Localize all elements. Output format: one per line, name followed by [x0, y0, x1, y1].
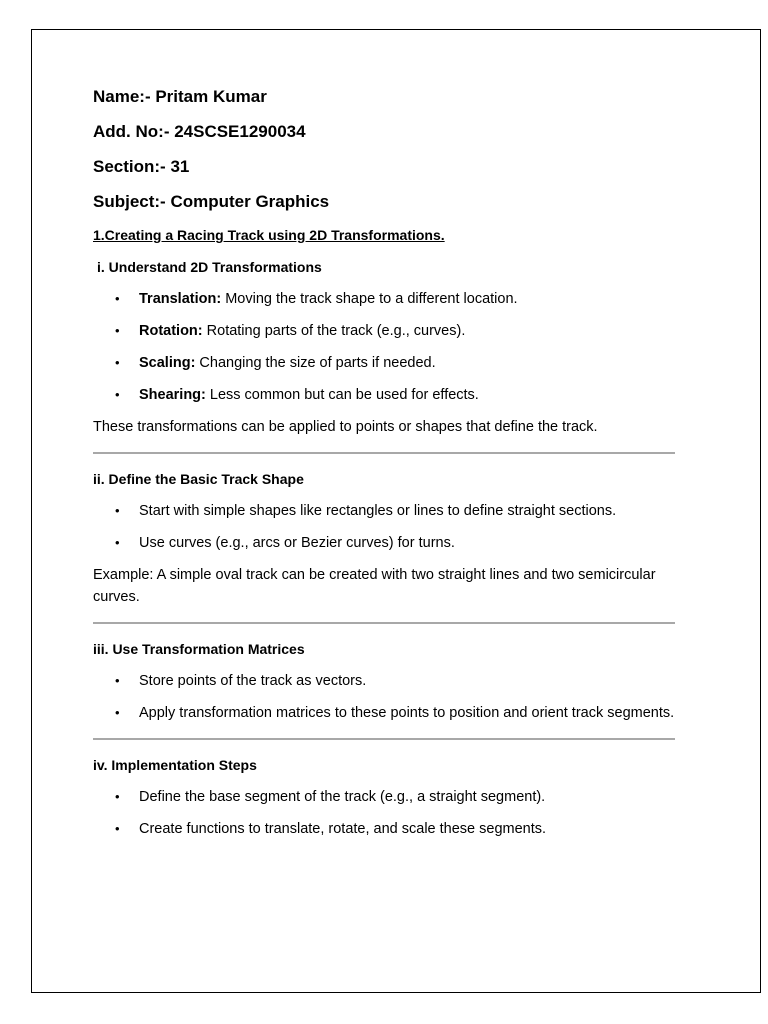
- item-text: Apply transformation matrices to these points to position and orient track segments.: [139, 705, 675, 721]
- section-note-ii: Example: A simple oval track can be created with two straight lines and two semicircular curves.: [93, 567, 656, 605]
- item-text: Use curves (e.g., arcs or Bezier curves) for turns.: [139, 535, 455, 551]
- section-heading-iii: iii. Use Transformation Matrices: [93, 641, 305, 657]
- assignment-title: 1.Creating a Racing Track using 2D Transformations.: [93, 227, 445, 243]
- item-text: Moving the track shape to a different location.: [221, 291, 518, 307]
- bullet-list-i: [93, 288, 693, 406]
- list-item: [93, 352, 693, 374]
- list-item: [93, 384, 693, 406]
- subject: Subject:- Computer Graphics: [93, 192, 330, 211]
- section-heading-iv: iv. Implementation Steps: [93, 757, 257, 773]
- term: Scaling:: [139, 355, 196, 371]
- list-item: [93, 288, 693, 310]
- bullet-icon: •: [115, 387, 120, 402]
- bullet-list-iv: [93, 786, 693, 840]
- bullet-icon: •: [115, 821, 120, 836]
- item-text: Changing the size of parts if needed.: [195, 355, 436, 371]
- bullet-icon: •: [115, 355, 120, 370]
- item-text: Start with simple shapes like rectangles or lines to define straight sections.: [139, 503, 617, 519]
- admission-number: Add. No:- 24SCSE1290034: [93, 122, 306, 141]
- list-item: [93, 702, 693, 724]
- item-text: Define the base segment of the track (e.g., a straight segment).: [139, 789, 546, 805]
- section-heading-i: i. Understand 2D Transformations: [97, 259, 322, 275]
- bullet-icon: •: [115, 503, 120, 518]
- list-item: [93, 786, 693, 808]
- section-number: Section:- 31: [93, 157, 190, 176]
- divider: [93, 452, 675, 454]
- section-heading-ii: ii. Define the Basic Track Shape: [93, 471, 304, 487]
- bullet-icon: •: [115, 291, 120, 306]
- item-text: Create functions to translate, rotate, and scale these segments.: [139, 821, 547, 837]
- term: Shearing:: [139, 387, 206, 403]
- bullet-icon: •: [115, 705, 120, 720]
- divider: [93, 622, 675, 624]
- item-text: Store points of the track as vectors.: [139, 673, 367, 689]
- list-item: [93, 320, 693, 342]
- item-text: Less common but can be used for effects.: [205, 387, 479, 403]
- document-body: [93, 86, 693, 850]
- item-text: Rotating parts of the track (e.g., curves).: [202, 323, 466, 339]
- bullet-icon: •: [115, 673, 120, 688]
- list-item: [93, 818, 693, 840]
- bullet-icon: •: [115, 789, 120, 804]
- list-item: [93, 500, 693, 522]
- student-name: Name:- Pritam Kumar: [93, 87, 267, 106]
- term: Translation:: [139, 291, 222, 307]
- bullet-list-iii: [93, 670, 693, 724]
- bullet-icon: •: [115, 535, 120, 550]
- list-item: [93, 532, 693, 554]
- bullet-icon: •: [115, 323, 120, 338]
- term: Rotation:: [139, 323, 203, 339]
- section-note-i: These transformations can be applied to points or shapes that define the track.: [93, 419, 598, 435]
- divider: [93, 738, 675, 740]
- list-item: [93, 670, 693, 692]
- bullet-list-ii: [93, 500, 693, 554]
